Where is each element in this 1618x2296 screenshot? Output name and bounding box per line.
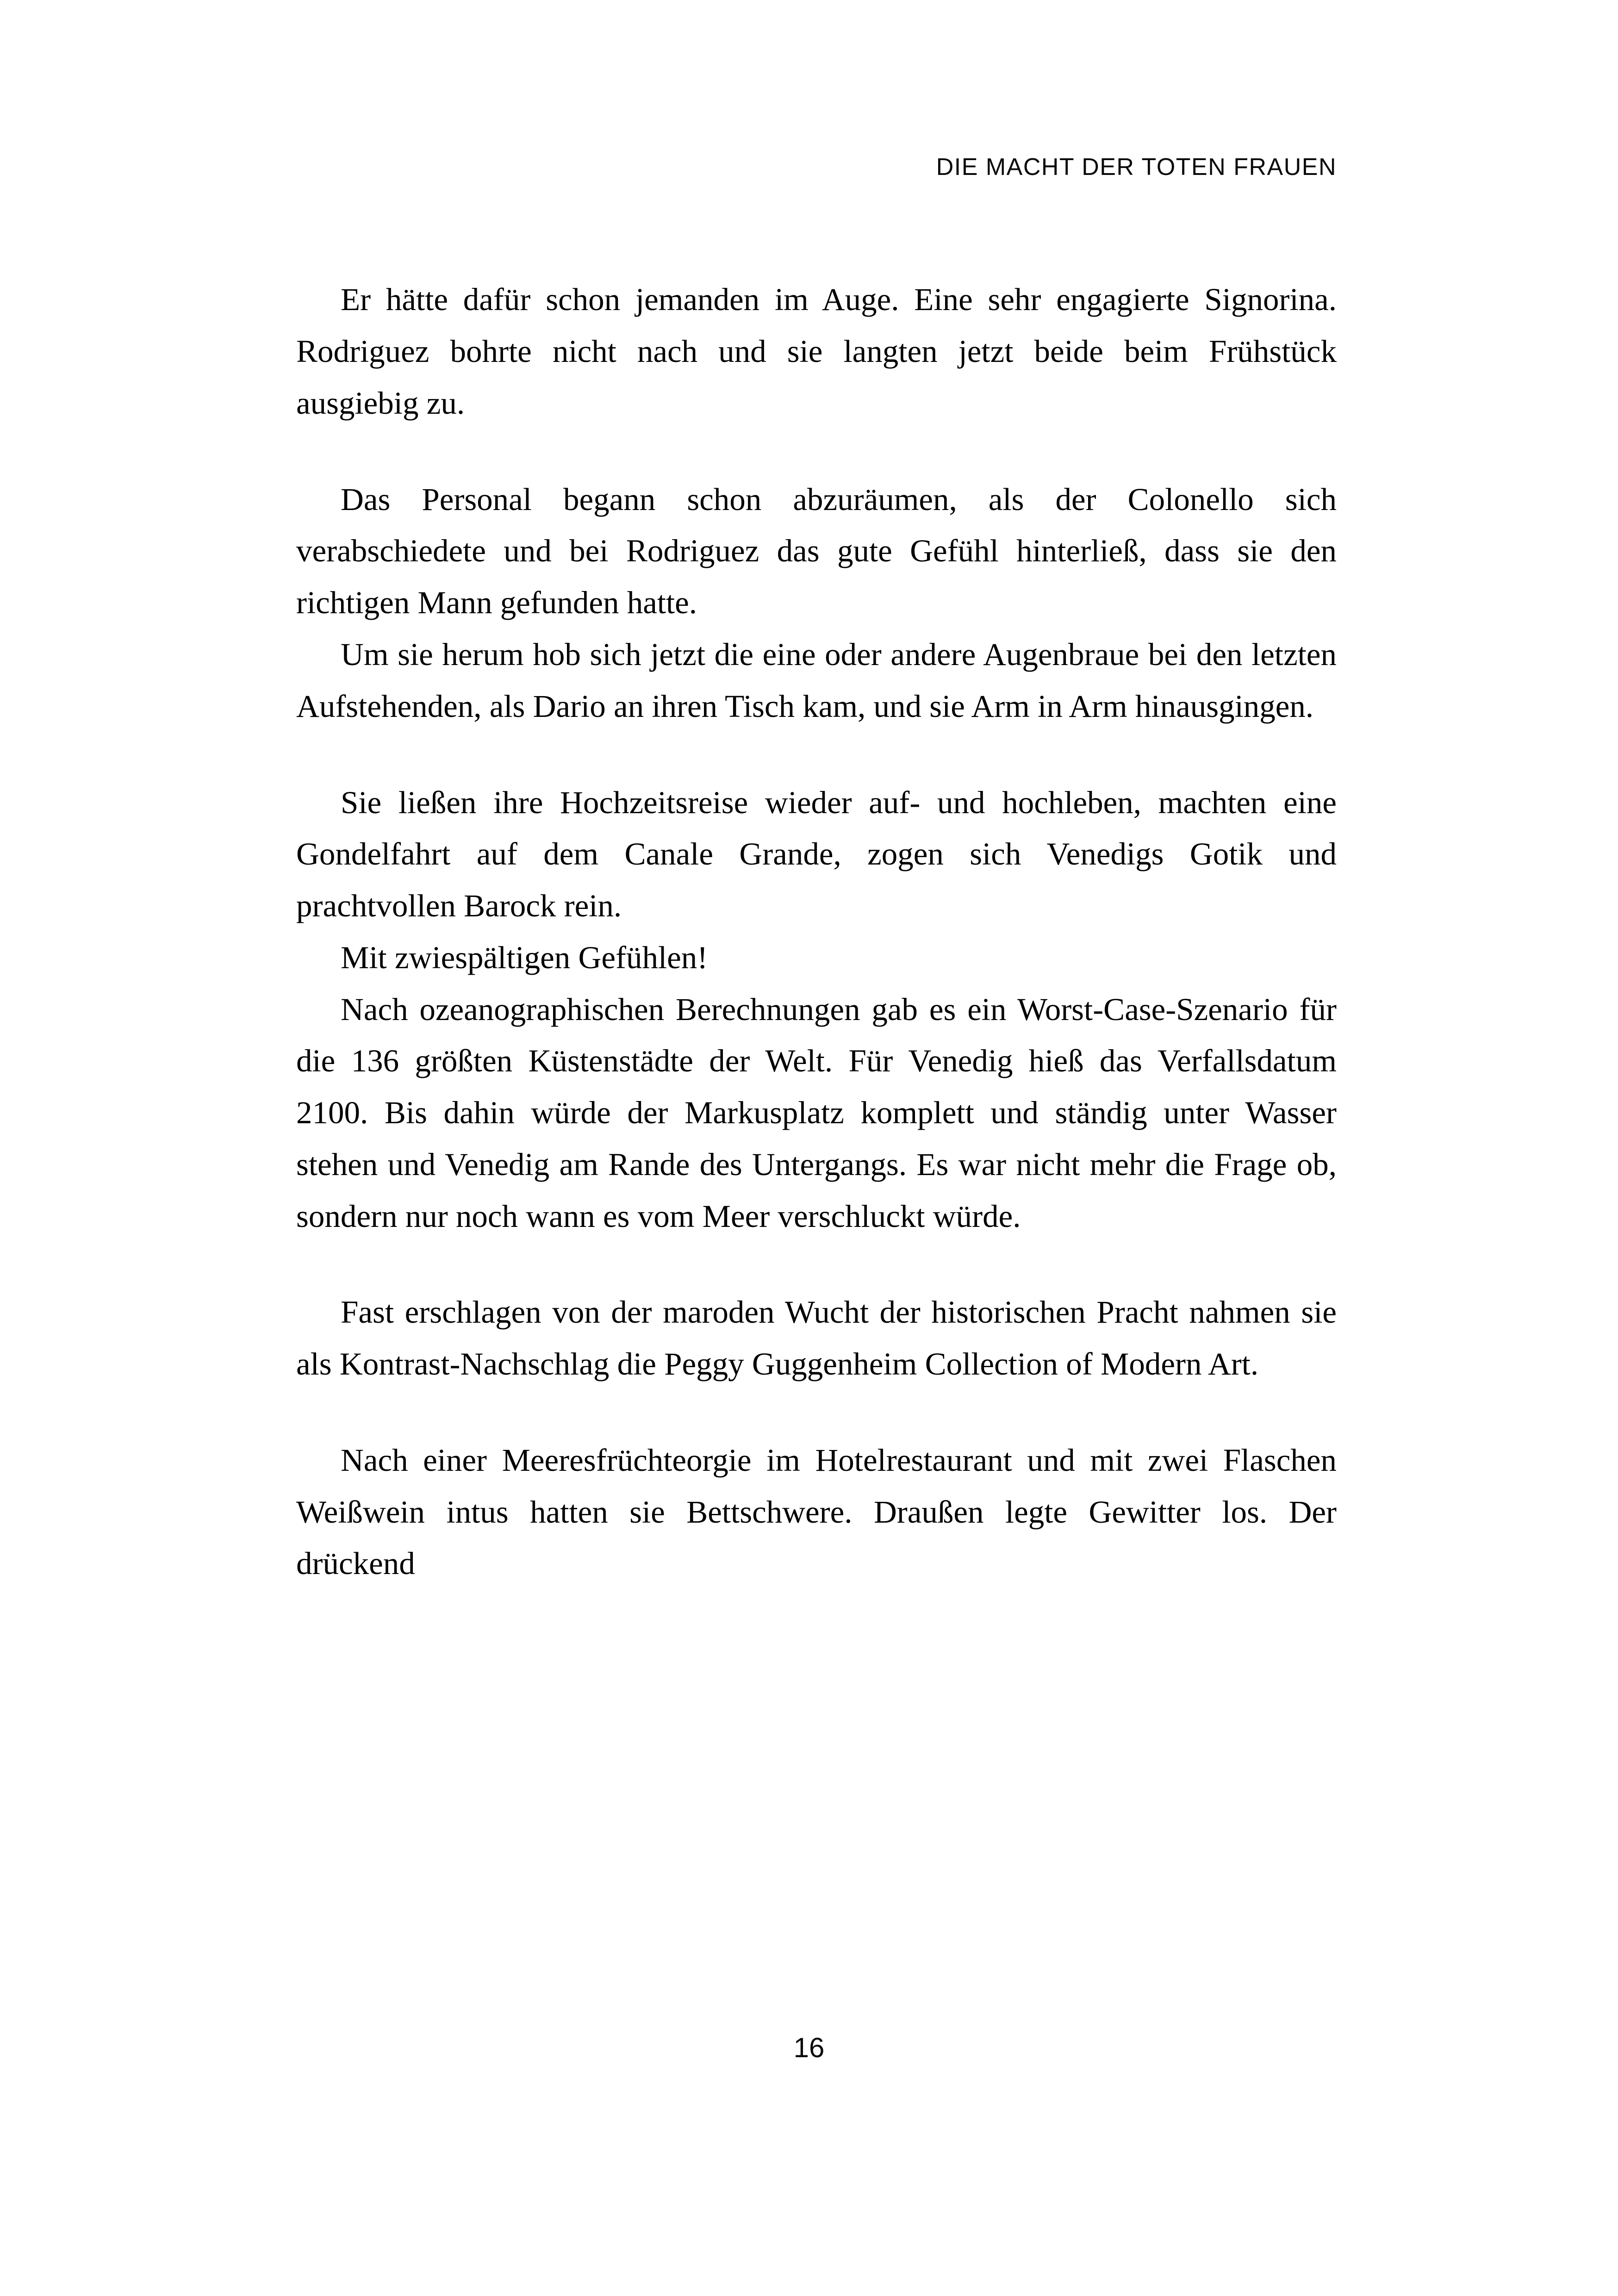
- paragraph: Nach einer Meeresfrüchteorgie im Hotelrestaurant und mit zwei Flaschen Weißwein intus hatten sie Bettschwere. Draußen legte Gewitter los. Der drückend: [296, 1442, 1337, 1581]
- paragraph-gap: [296, 733, 1337, 777]
- body-text: [296, 274, 1337, 1590]
- paragraph-gap: [296, 1242, 1337, 1287]
- paragraph: Nach ozeanographischen Berechnungen gab es ein Worst-Case-Szenario für die 136 größten Küstenstädte der Welt. Für Venedig hieß das Verfallsdatum 2100. Bis dahin würde der Markusplatz komplett und ständig unter Wasser stehen und Venedig am Rande des Untergangs. Es war nicht mehr die Frage ob, sondern nur noch wann es vom Meer verschluckt würde.: [296, 991, 1337, 1234]
- page-content: [296, 153, 1337, 1590]
- paragraph: Fast erschlagen von der maroden Wucht der historischen Pracht nahmen sie als Kontrast-Nachschlag die Peggy Guggenheim Collection of Modern Art.: [296, 1294, 1337, 1382]
- paragraph: Das Personal begann schon abzuräumen, als der Colonello sich verabschiedete und bei Rodriguez das gute Gefühl hinterließ, dass sie den richtigen Mann gefunden hatte.: [296, 481, 1337, 621]
- paragraph: Mit zwiespältigen Gefühlen!: [341, 940, 708, 975]
- paragraph: Er hätte dafür schon jemanden im Auge. Eine sehr engagierte Signorina. Rodriguez bohrte nicht nach und sie langten jetzt beide beim Frühstück ausgiebig zu.: [296, 282, 1337, 421]
- paragraph-gap: [296, 429, 1337, 474]
- running-head: DIE MACHT DER TOTEN FRAUEN: [936, 154, 1337, 180]
- paragraph-gap: [296, 1390, 1337, 1435]
- paragraph: Um sie herum hob sich jetzt die eine oder andere Augenbraue bei den letzten Aufstehenden, als Dario an ihren Tisch kam, und sie Arm in Arm hinausgingen.: [296, 636, 1337, 724]
- page-number: 16: [793, 2032, 825, 2063]
- paragraph: Sie ließen ihre Hochzeitsreise wieder auf- und hochleben, machten eine Gondelfahrt auf dem Canale Grande, zogen sich Venedigs Gotik und prachtvollen Barock rein.: [296, 784, 1337, 924]
